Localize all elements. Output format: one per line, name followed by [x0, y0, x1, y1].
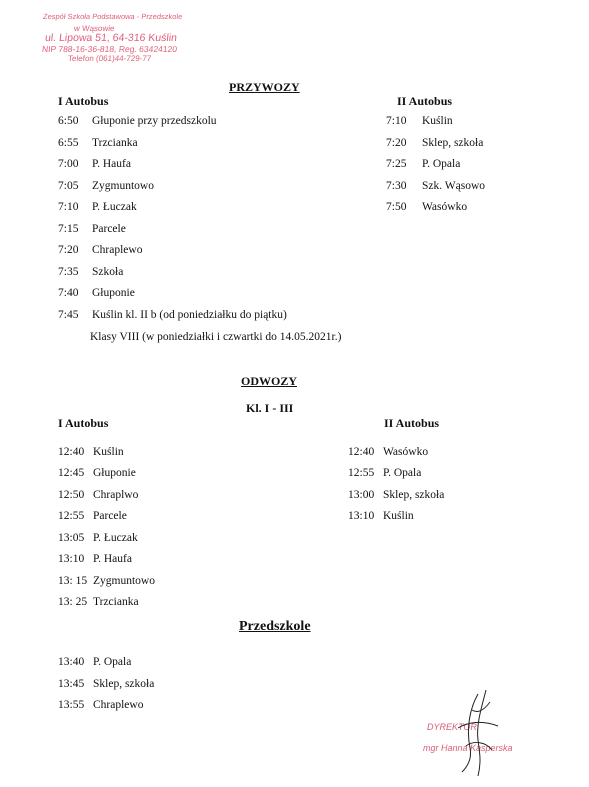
list-item: 13:10 P. Haufa: [58, 553, 132, 565]
list-item: 13: 25 Trzcianka: [58, 596, 139, 608]
stamp-line-location: w Wąsowie: [73, 24, 115, 33]
list-item: 12:40 Kuślin: [58, 446, 124, 458]
stamp-line-phone: Telefon (061)44-729-77: [67, 54, 152, 63]
list-item: 13: 15 Zygmuntowo: [58, 575, 155, 587]
przywozy-note: Klasy VIII (w poniedziałki i czwartki do 14.05.2021r.): [90, 331, 342, 343]
list-item: 12:50 Chraplwo: [58, 489, 139, 501]
list-item: 7:25 P. Opala: [386, 158, 461, 170]
list-item: 7:00 P. Haufa: [58, 158, 131, 170]
odwozy-title: ODWOZY: [241, 374, 298, 388]
list-item: 6:55 Trzcianka: [58, 137, 138, 149]
list-item: 13:55 Chraplewo: [58, 699, 144, 711]
list-item: 7:05 Zygmuntowo: [58, 180, 154, 192]
stamp-line-nip: NIP 788-16-36-818, Reg. 63424120: [41, 44, 178, 54]
director-title: DYREKTOR: [427, 722, 477, 732]
list-item: 13:45 Sklep, szkoła: [58, 678, 155, 690]
odwozy-bus1-label: I Autobus: [58, 416, 109, 430]
list-item: 7:20 Chraplewo: [58, 244, 143, 256]
list-item: 13:05 P. Łuczak: [58, 532, 138, 544]
stamp-line-address: ul. Lipowa 51, 64-316 Kuślin: [44, 32, 178, 44]
list-item: 13:00 Sklep, szkoła: [348, 489, 445, 501]
list-item: 7:15 Parcele: [58, 223, 126, 235]
list-item: 6:50 Głuponie przy przedszkolu: [58, 115, 217, 127]
przywozy-bus1-label: I Autobus: [58, 94, 109, 108]
list-item: 13:40 P. Opala: [58, 656, 132, 668]
list-item: 7:10 P. Łuczak: [58, 201, 137, 213]
list-item: 7:35 Szkoła: [58, 266, 124, 278]
list-item: 13:10 Kuślin: [348, 510, 414, 522]
list-item: 7:40 Głuponie: [58, 287, 135, 299]
przywozy-bus2-label: II Autobus: [397, 94, 453, 108]
director-name: mgr Hanna Kasperska: [423, 743, 513, 753]
odwozy-bus2-label: II Autobus: [384, 416, 440, 430]
list-item: 7:45 Kuślin kl. II b (od poniedziałku do piątku): [58, 309, 287, 321]
signature-icon: [448, 688, 508, 780]
stamp-line-school: Zespół Szkoła Podstawowa - Przedszkole: [42, 12, 183, 21]
list-item: 12:55 P. Opala: [348, 467, 422, 479]
przedszkole-title: Przedszkole: [239, 619, 311, 634]
list-item: 12:45 Głuponie: [58, 467, 136, 479]
odwozy-classes: Kl. I - III: [246, 401, 294, 415]
list-item: 12:40 Wasówko: [348, 446, 429, 458]
list-item: 7:20 Sklep, szkoła: [386, 137, 484, 149]
list-item: 12:55 Parcele: [58, 510, 127, 522]
przywozy-title: PRZYWOZY: [229, 80, 300, 94]
list-item: 7:30 Szk. Wąsowo: [386, 180, 486, 192]
list-item: 7:10 Kuślin: [386, 115, 453, 127]
list-item: 7:50 Wasówko: [386, 201, 468, 213]
